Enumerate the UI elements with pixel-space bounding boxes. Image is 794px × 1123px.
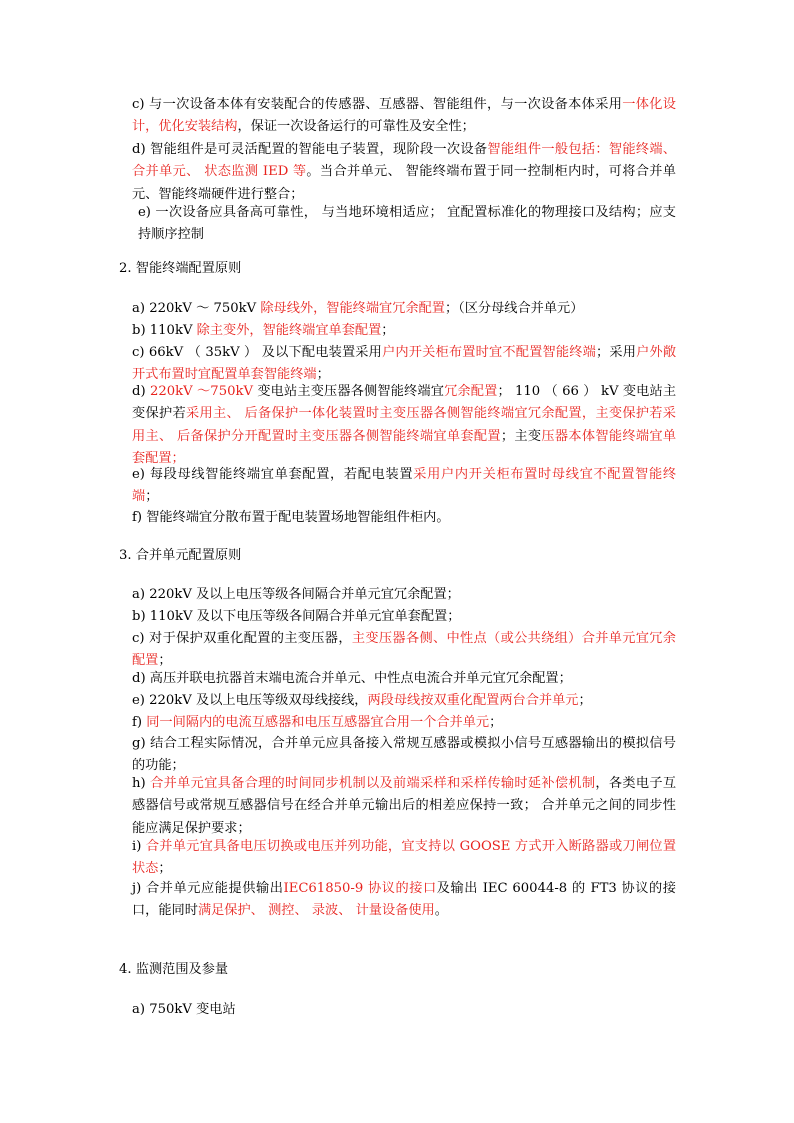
para-2b: b) 110kV 除主变外，智能终端宜单套配置； [132, 323, 395, 338]
para-2d: d) 220kV ～750kV 变电站主变压器各侧智能终端宜冗余配置； 110 （ 66 ） kV 变电站主变保护若采用主、 后备保护一体化装置时主变压器各侧智能终端宜冗余配置，主变保护若采用主、 后备保护分开配置时主变压器各侧智能终端宜单套配置；主变压器本体智能终端宜单套配置； [132, 384, 677, 467]
para-1c: c) 与一次设备本体有安装配合的传感器、互感器、智能组件，与一次设备本体采用一体化设计，优化安装结构，保证一次设备运行的可靠性及安全性； [132, 97, 676, 135]
para-3g: g) 结合工程实际情况，合并单元应具备接入常规互感器或模拟小信号互感器输出的模拟信号的功能； [132, 736, 676, 774]
para-1e: e) 一次设备应具备高可靠性， 与当地环境相适应； 宜配置标准化的物理接口及结构；应支持顺序控制 [138, 205, 676, 243]
heading-3: 3. 合并单元配置原则 [119, 548, 242, 563]
para-2e: e) 每段母线智能终端宜单套配置，若配电装置采用户内开关柜布置时母线宜不配置智能终端； [132, 467, 677, 505]
para-2f: f) 智能终端宜分散布置于配电装置场地智能组件柜内。 [132, 510, 450, 525]
para-2a: a) 220kV ～ 750kV 除母线外，智能终端宜冗余配置；（区分母线合并单元） [132, 301, 584, 316]
para-4a: a) 750kV 变电站 [132, 1002, 236, 1017]
para-3b: b) 110kV 及以下电压等级各间隔合并单元宜单套配置； [132, 609, 461, 624]
para-3d: d) 高压并联电抗器首末端电流合并单元、中性点电流合并单元宜冗余配置； [132, 671, 572, 686]
heading-4: 4. 监测范围及参量 [119, 962, 229, 977]
para-2c: c) 66kV （ 35kV ） 及以下配电装置采用户内开关柜布置时宜不配置智能终端；采用户外敞开式布置时宜配置单套智能终端； [132, 345, 677, 383]
para-3i: i) 合并单元宜具备电压切换或电压并列功能，宜支持以 GOOSE 方式开入断路器或刀闸位置状态； [132, 839, 676, 877]
para-1d: d) 智能组件是可灵活配置的智能电子装置，现阶段一次设备智能组件一般包括：智能终端、 合并单元、 状态监测 IED 等。当合并单元、 智能终端布置于同一控制柜内时，可将合并单元、智能终端硬件进行整合； [132, 142, 676, 202]
para-3a: a) 220kV 及以上电压等级各间隔合并单元宜冗余配置； [132, 587, 460, 602]
para-3f: f) 同一间隔内的电流互感器和电压互感器宜合用一个合并单元； [132, 715, 503, 730]
para-3h: h) 合并单元宜具备合理的时间同步机制以及前端采样和采样传输时延补偿机制，各类电子互感器信号或常规互感器信号在经合并单元输出后的相差应保持一致； 合并单元之间的同步性能应满足保护要求； [132, 776, 677, 836]
para-3e: e) 220kV 及以上电压等级双母线接线，两段母线按双重化配置两台合并单元； [132, 693, 592, 708]
para-3c: c) 对于保护双重化配置的主变压器，主变压器各侧、中性点（或公共绕组）合并单元宜冗余配置； [132, 631, 676, 669]
para-3j: j) 合并单元应能提供输出IEC61850-9 协议的接口及输出 IEC 60044-8 的 FT3 协议的接口，能同时满足保护、 测控、 录波、 计量设备使用。 [132, 881, 676, 919]
heading-2: 2. 智能终端配置原则 [119, 261, 242, 276]
